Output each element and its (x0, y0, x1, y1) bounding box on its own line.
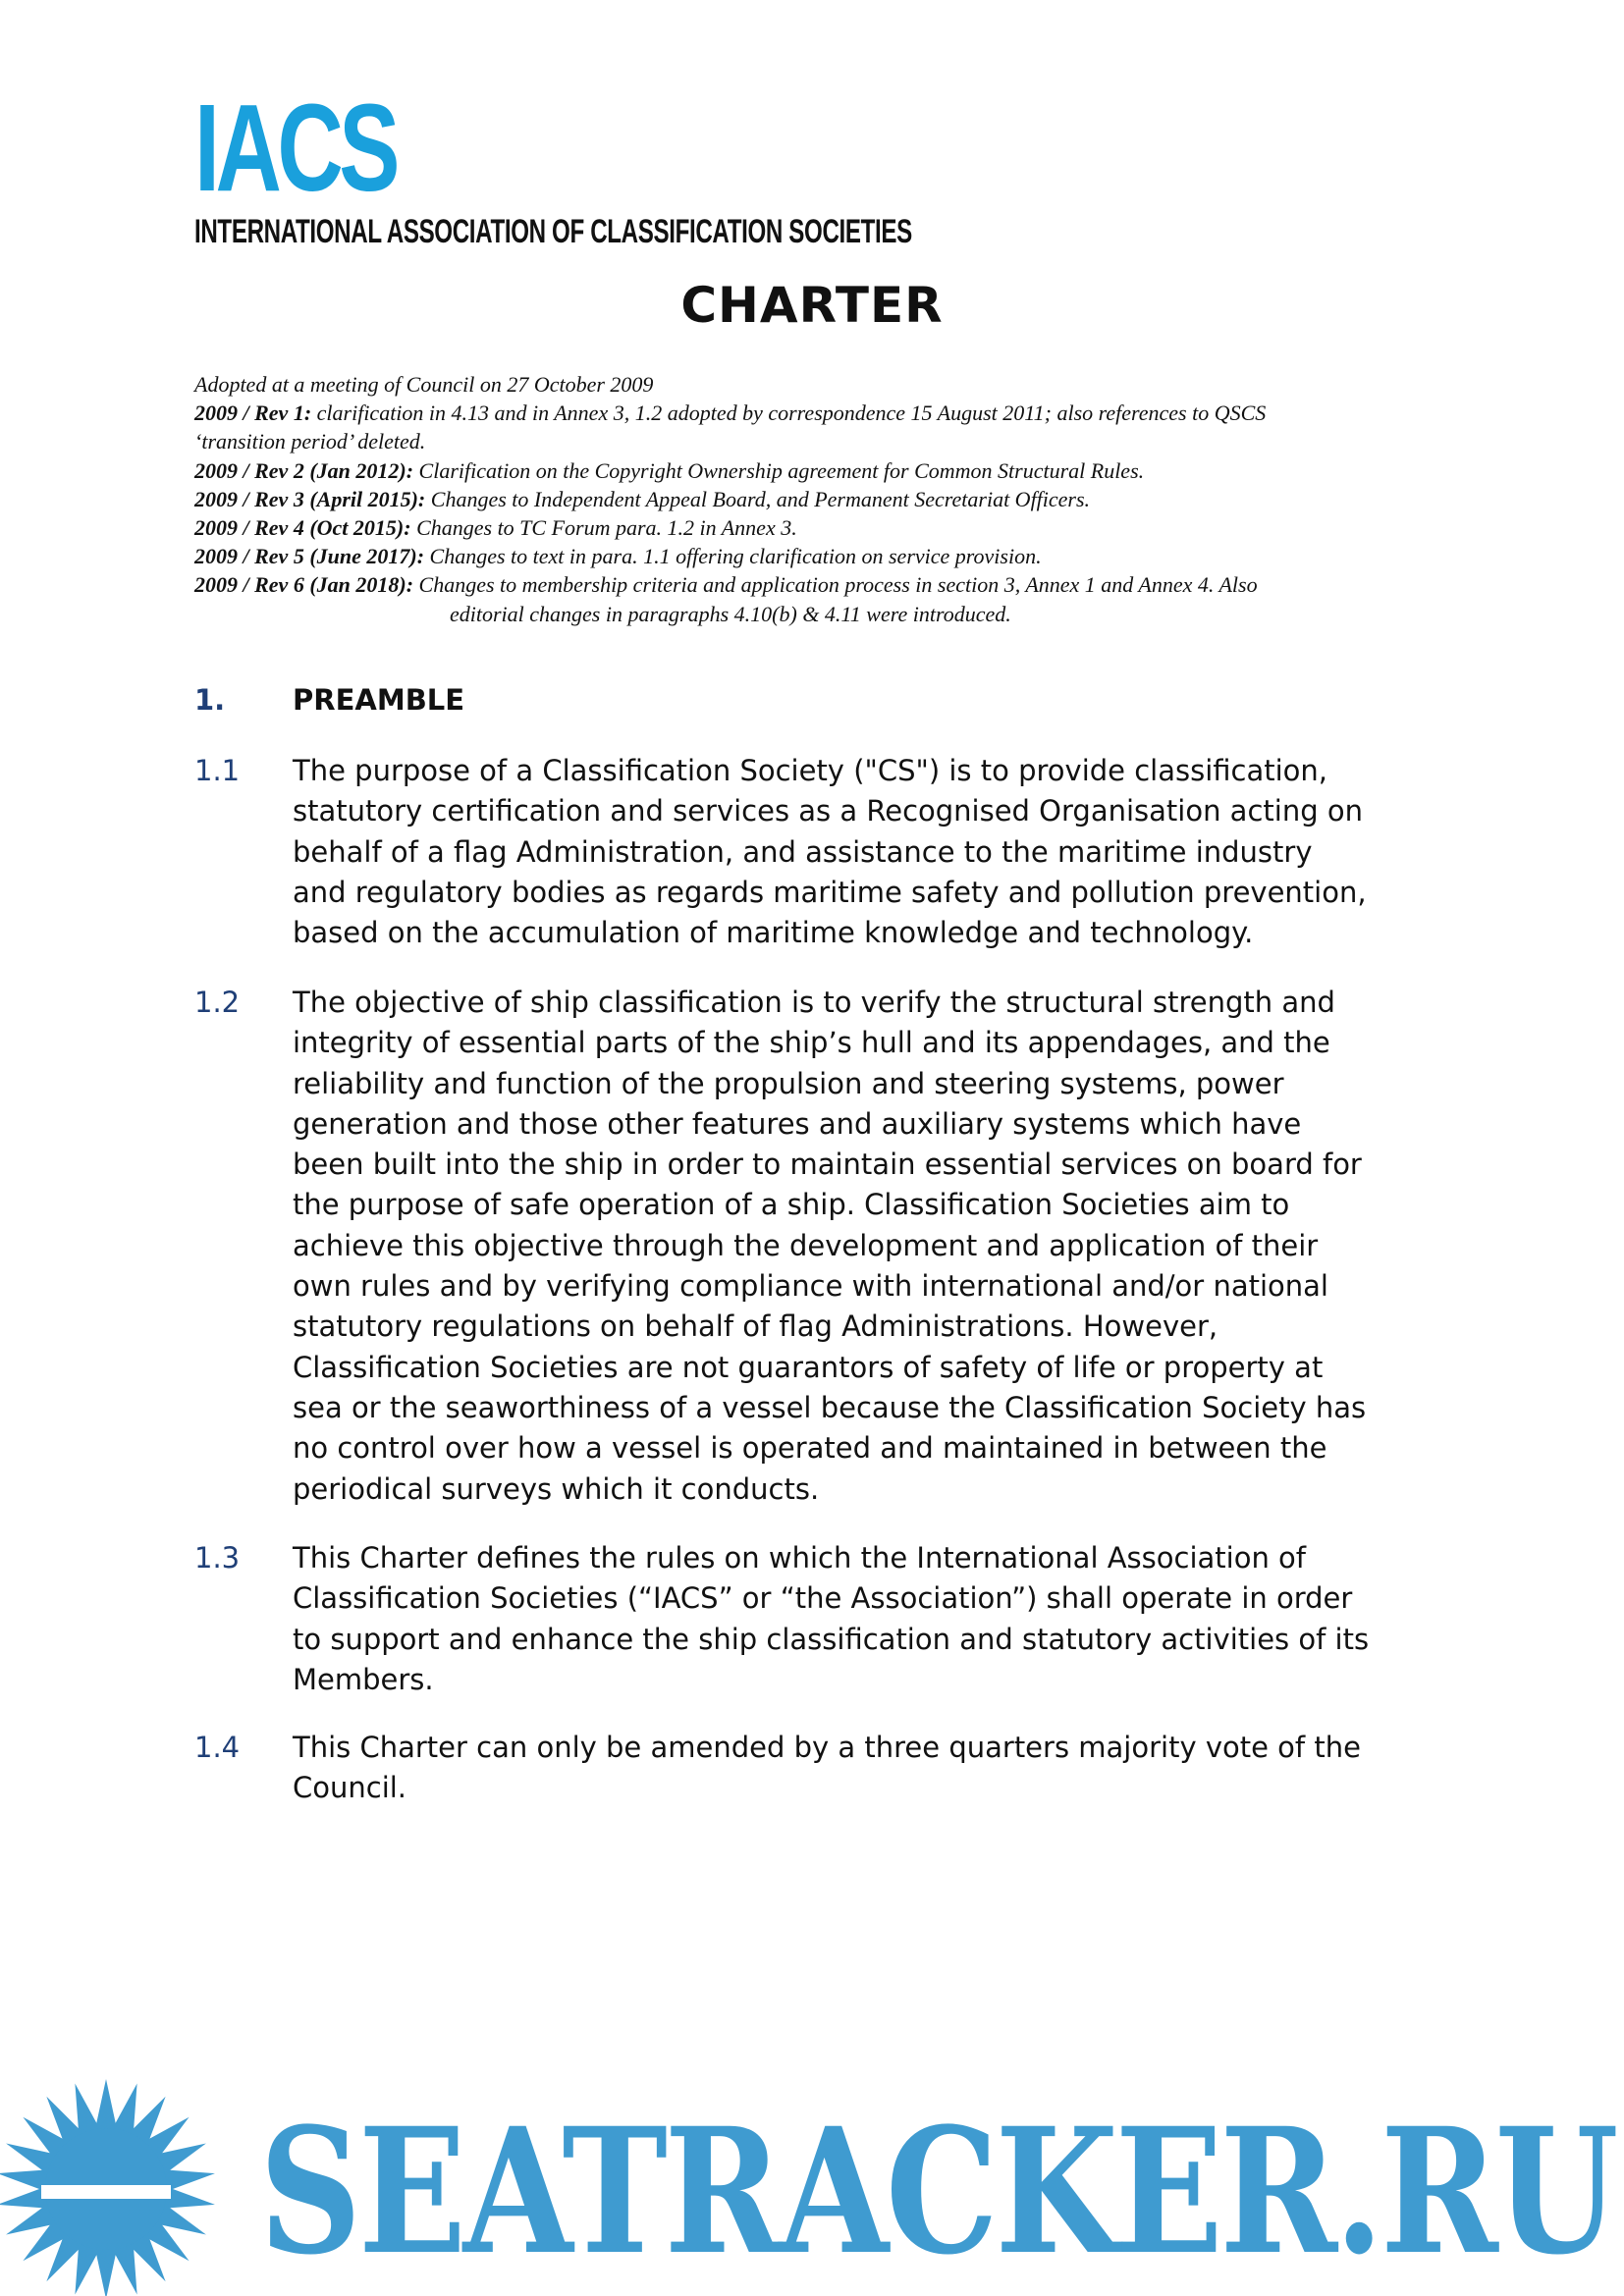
history-text: editorial changes in paragraphs 4.10(b) & 4.11 were introduced. (450, 601, 1011, 626)
paragraph-text: The purpose of a Classification Society ("CS") is to provide classification, statutory certification and services as a Recognised Organisation acting on behalf of a flag Administration, and assistance to the maritime industry and regulatory bodies as regards maritime safety and pollution prevention, based on the accumulation of maritime knowledge and technology. (293, 754, 1367, 950)
watermark-text: SEATRACKER.RU (259, 2090, 1616, 2293)
paragraph-1-4 (194, 1728, 1441, 1809)
history-line (194, 370, 1441, 399)
history-text: Changes to Independent Appeal Board, and Permanent Secretariat Officers. (425, 486, 1091, 511)
history-text: Changes to TC Forum para. 1.2 in Annex 3. (410, 515, 797, 541)
history-text: clarification in 4.13 and in Annex 3, 1.2 adopted by correspondence 15 August 2011; also references to QSCS (311, 400, 1267, 426)
paragraph-text: This Charter defines the rules on which the International Association of Classification Societies (“IACS” or “the Association”) shall operate in order to support and enhance the ship classification and statutory activities of its Members. (293, 1541, 1370, 1696)
paragraph-1-1 (194, 751, 1441, 953)
paragraph-1-3 (194, 1538, 1441, 1700)
history-line (194, 485, 1441, 513)
revision-history (194, 370, 1441, 628)
history-rev-label: 2009 / Rev 5 (June 2017): (194, 544, 425, 569)
history-line (194, 600, 1441, 628)
paragraph-text: This Charter can only be amended by a three quarters majority vote of the Council. (293, 1731, 1361, 1805)
history-line (194, 513, 1441, 542)
section-number: 1. (194, 683, 226, 717)
history-text: Changes to membership criteria and application process in section 3, Annex 1 and Annex 4. Also (413, 572, 1258, 598)
section-heading-row (194, 680, 1441, 721)
history-text: Changes to text in para. 1.1 offering clarification on service provision. (424, 544, 1042, 569)
history-rev-label: 2009 / Rev 2 (Jan 2012): (194, 457, 414, 483)
history-line (194, 570, 1441, 599)
iacs-logo (194, 79, 1205, 250)
paragraph-number: 1.3 (194, 1541, 241, 1575)
history-line (194, 427, 1441, 455)
sun-rays-icon (0, 2079, 215, 2296)
history-line (194, 399, 1441, 427)
history-line (194, 542, 1441, 570)
history-rev-label: 2009 / Rev 6 (Jan 2018): (194, 572, 414, 598)
paragraph-1-2 (194, 983, 1441, 1510)
paragraph-number: 1.4 (194, 1731, 241, 1764)
history-text: Clarification on the Copyright Ownership agreement for Common Structural Rules. (413, 457, 1145, 483)
document-title: CHARTER (680, 277, 944, 334)
section-heading: PREAMBLE (293, 683, 465, 717)
logo-subtitle: INTERNATIONAL ASSOCIATION OF CLASSIFICATION SOCIETIES (194, 213, 912, 250)
paragraph-number: 1.2 (194, 986, 241, 1019)
logo-mark: IACS (194, 79, 397, 217)
history-text: ‘transition period’ deleted. (194, 429, 426, 454)
history-rev-label: 2009 / Rev 3 (April 2015): (194, 486, 426, 511)
history-rev-label: 2009 / Rev 4 (Oct 2015): (194, 515, 411, 541)
history-rev-label: 2009 / Rev 1: (194, 400, 312, 426)
history-line (194, 456, 1441, 485)
sun-horizon (41, 2185, 171, 2199)
history-text: Adopted at a meeting of Council on 27 October 2009 (194, 372, 654, 397)
paragraph-text: The objective of ship classification is to verify the structural strength and integrity of essential parts of the ship’s hull and its appendages, and the reliability and function of the propulsion and steering systems, power generation and those other features and auxiliary systems which have been built into the ship in order to maintain essential services on board for the purpose of safe operation of a ship. Classification Societies aim to achieve this objective through the development and application of their own rules and by verifying compliance with international and/or national statutory regulations on behalf of flag Administrations. However, Classification Societies are not guarantors of safety of life or property at sea or the seaworthiness of a vessel because the Classification Society has no control over how a vessel is operated and maintained in between the periodical surveys which it conducts. (293, 986, 1367, 1506)
paragraph-number: 1.1 (194, 754, 241, 787)
